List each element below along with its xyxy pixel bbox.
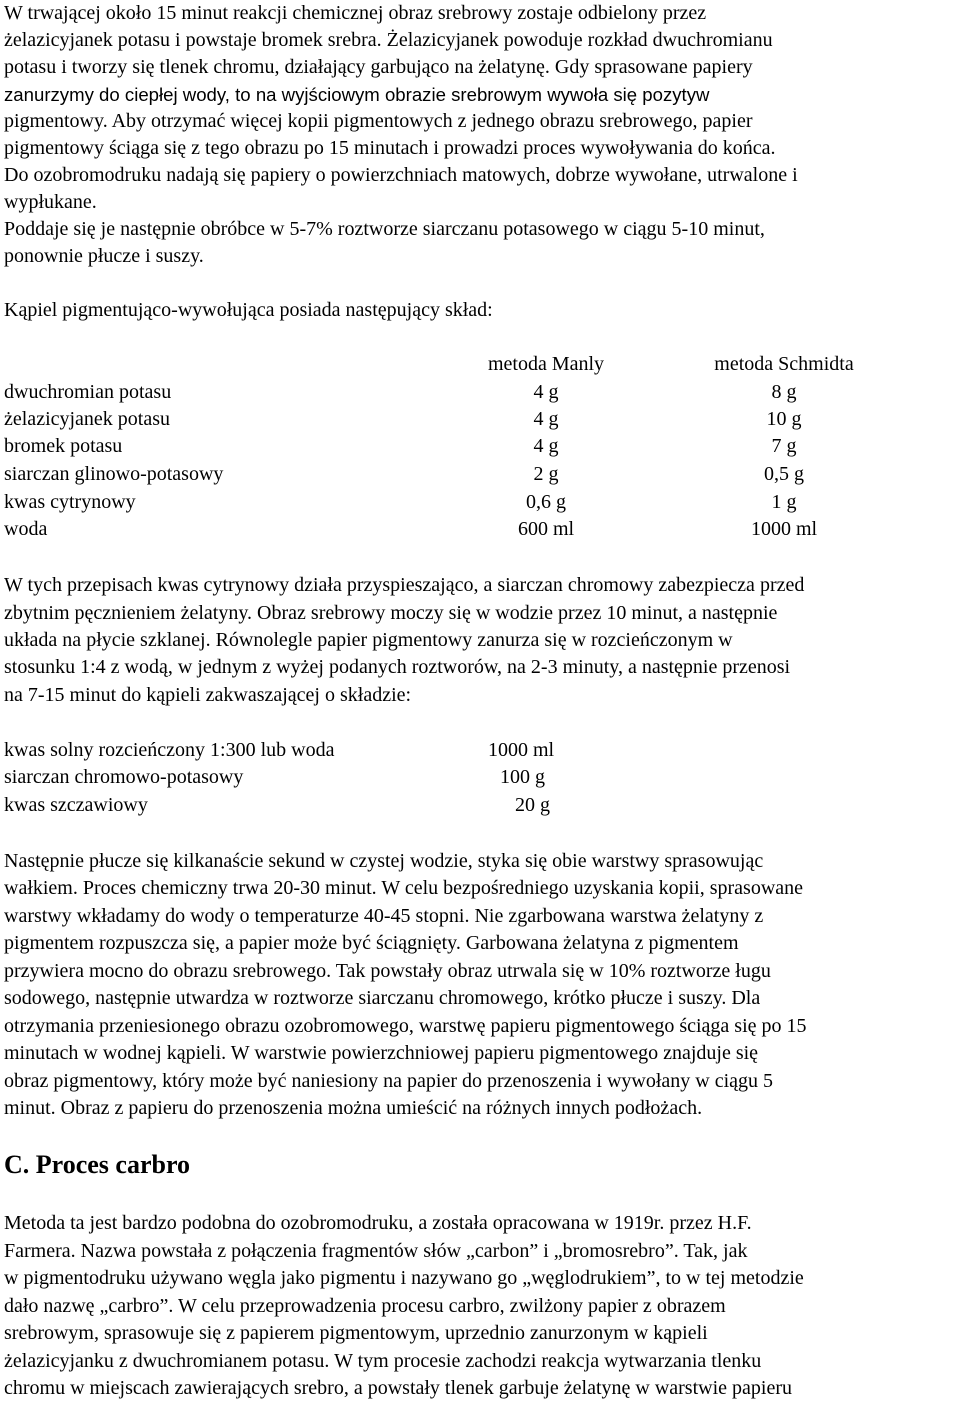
intro-line: W trwającej około 15 minut reakcji chemicznej obraz srebrowy zostaje odbielony przez (4, 2, 707, 24)
table-cell-schmidt: 1 g (771, 491, 797, 513)
intro-line: pigmentowy ściąga się z tego obrazu po 15 minutach i prowadzi proces wywoływania do końca. (4, 137, 776, 159)
paragraph-line: stosunku 1:4 z wodą, w jednym z wyżej podanych roztworów, na 2-3 minuty, a następnie przenosi (4, 656, 791, 678)
paragraph-line: przywiera mocno do obrazu srebrowego. Tak powstały obraz utrwala się w 10% roztworze ługu (4, 960, 771, 982)
table-cell-schmidt: 0,5 g (764, 463, 804, 485)
paragraph-line: pigmentem rozpuszcza się, a papier może być ściągnięty. Garbowana żelatyna z pigmentem (4, 932, 739, 954)
paragraph-line: chromu w miejscach zawierających srebro, a powstały tlenek garbuje żelatynę w warstwie papieru (4, 1377, 792, 1399)
table-cell-schmidt: 10 g (766, 408, 802, 430)
intro-line: ponownie płucze i suszy. (4, 245, 204, 267)
table-cell-manly: 0,6 g (526, 491, 566, 513)
section-heading: C. Proces carbro (4, 1150, 191, 1179)
table-cell-manly: 2 g (533, 463, 559, 485)
table-cell-schmidt: 8 g (771, 381, 797, 403)
table-cell-manly: 600 ml (517, 518, 575, 540)
bath-intro: Kąpiel pigmentująco-wywołująca posiada następujący skład: (4, 299, 493, 321)
paragraph-line: zbytnim pęcznieniem żelatyny. Obraz srebrowy moczy się w wodzie przez 10 minut, a następnie (4, 602, 778, 624)
paragraph-line: Metoda ta jest bardzo podobna do ozobromodruku, a została opracowana w 1919r. przez H.F. (4, 1212, 752, 1234)
table-header-manly: metoda Manly (487, 353, 605, 375)
acid-bath-amount: 100 g (500, 766, 545, 788)
table-header-schmidt: metoda Schmidta (714, 353, 854, 375)
paragraph-line: minut. Obraz z papieru do przenoszenia można umieścić na różnych innych podłożach. (4, 1097, 703, 1119)
paragraph-line: wałkiem. Proces chemiczny trwa 20-30 minut. W celu bezpośredniego uzyskania kopii, sprasowane (4, 877, 804, 899)
table-row-label: siarczan glinowo-potasowy (4, 463, 224, 485)
table-row-label: żelazicyjanek potasu (4, 408, 171, 430)
intro-line: potasu i tworzy się tlenek chromu, działający garbująco na żelatynę. Gdy sprasowane papiery (4, 56, 753, 78)
table-row-label: bromek potasu (4, 435, 123, 457)
table-cell-manly: 4 g (533, 435, 559, 457)
table-cell-schmidt: 7 g (771, 435, 797, 457)
table-row-label: woda (4, 518, 48, 540)
intro-line: wypłukane. (4, 191, 97, 213)
paragraph-line: żelazicyjanku z dwuchromianem potasu. W tym procesie zachodzi reakcja wytwarzania tlenku (4, 1350, 762, 1372)
intro-line: Poddaje się je następnie obróbce w 5-7% roztworze siarczanu potasowego w ciągu 5-10 minut, (4, 218, 765, 240)
paragraph-line: W tych przepisach kwas cytrynowy działa przyspieszająco, a siarczan chromowy zabezpiecza przed (4, 574, 805, 596)
paragraph-line: na 7-15 minut do kąpieli zakwaszającej o składzie: (4, 684, 412, 706)
table-cell-manly: 4 g (533, 381, 559, 403)
intro-line: pigmentowy. Aby otrzymać więcej kopii pigmentowych z jednego obrazu srebrowego, papier (4, 110, 753, 132)
paragraph-line: minutach w wodnej kąpieli. W warstwie powierzchniowej papieru pigmentowego znajduje się (4, 1042, 759, 1064)
acid-bath-amount: 20 g (515, 794, 550, 816)
paragraph-line: warstwy wkładamy do wody o temperaturze 40-45 stopni. Nie zgarbowana warstwa żelatyny z (4, 905, 764, 927)
paragraph-line: Następnie płucze się kilkanaście sekund w czystej wodzie, styka się obie warstwy sprasowując (4, 850, 764, 872)
table-row-label: kwas cytrynowy (4, 491, 136, 513)
table-cell-schmidt: 1000 ml (750, 518, 818, 540)
paragraph-line: w pigmentodruku używano węgla jako pigmentu i nazywano go „węglodrukiem”, to w tej metodzie (4, 1267, 804, 1289)
paragraph-line: obraz pigmentowy, który może być naniesiony na papier do przenoszenia i wywołany w ciągu 5 (4, 1070, 774, 1092)
paragraph-line: układa na płycie szklanej. Równolegle papier pigmentowy zanurza się w rozcieńczonym w (4, 629, 733, 651)
paragraph-line: dało nazwę „carbro”. W celu przeprowadzenia procesu carbro, zwilżony papier z obrazem (4, 1295, 726, 1317)
paragraph-line: srebrowym, sprasowuje się z papierem pigmentowym, uprzednio zanurzonym w kąpieli (4, 1322, 708, 1344)
acid-bath-ingredient: kwas szczawiowy (4, 794, 148, 816)
acid-bath-ingredient: kwas solny rozcieńczony 1:300 lub woda (4, 739, 335, 761)
acid-bath-amount: 1000 ml (488, 739, 555, 761)
paragraph-line: sodowego, następnie utwardza w roztworze siarczanu chromowego, krótko płucze i suszy. Dla (4, 987, 761, 1009)
table-row-label: dwuchromian potasu (4, 381, 172, 403)
paragraph-line: otrzymania przeniesionego obrazu ozobromowego, warstwę papieru pigmentowego ściąga się po 15 (4, 1015, 807, 1037)
paragraph-line: Farmera. Nazwa powstała z połączenia fragmentów słów „carbon” i „bromosrebro”. Tak, jak (4, 1240, 748, 1262)
intro-line: zanurzymy do ciepłej wody, to na wyjściowym obrazie srebrowym wywoła się pozytyw (4, 84, 710, 105)
intro-line: żelazicyjanek potasu i powstaje bromek srebra. Żelazicyjanek powoduje rozkład dwuchromianu (4, 29, 773, 51)
intro-line: Do ozobromodruku nadają się papiery o powierzchniach matowych, dobrze wywołane, utrwalone i (4, 164, 798, 186)
table-cell-manly: 4 g (533, 408, 559, 430)
acid-bath-ingredient: siarczan chromowo-potasowy (4, 766, 244, 788)
